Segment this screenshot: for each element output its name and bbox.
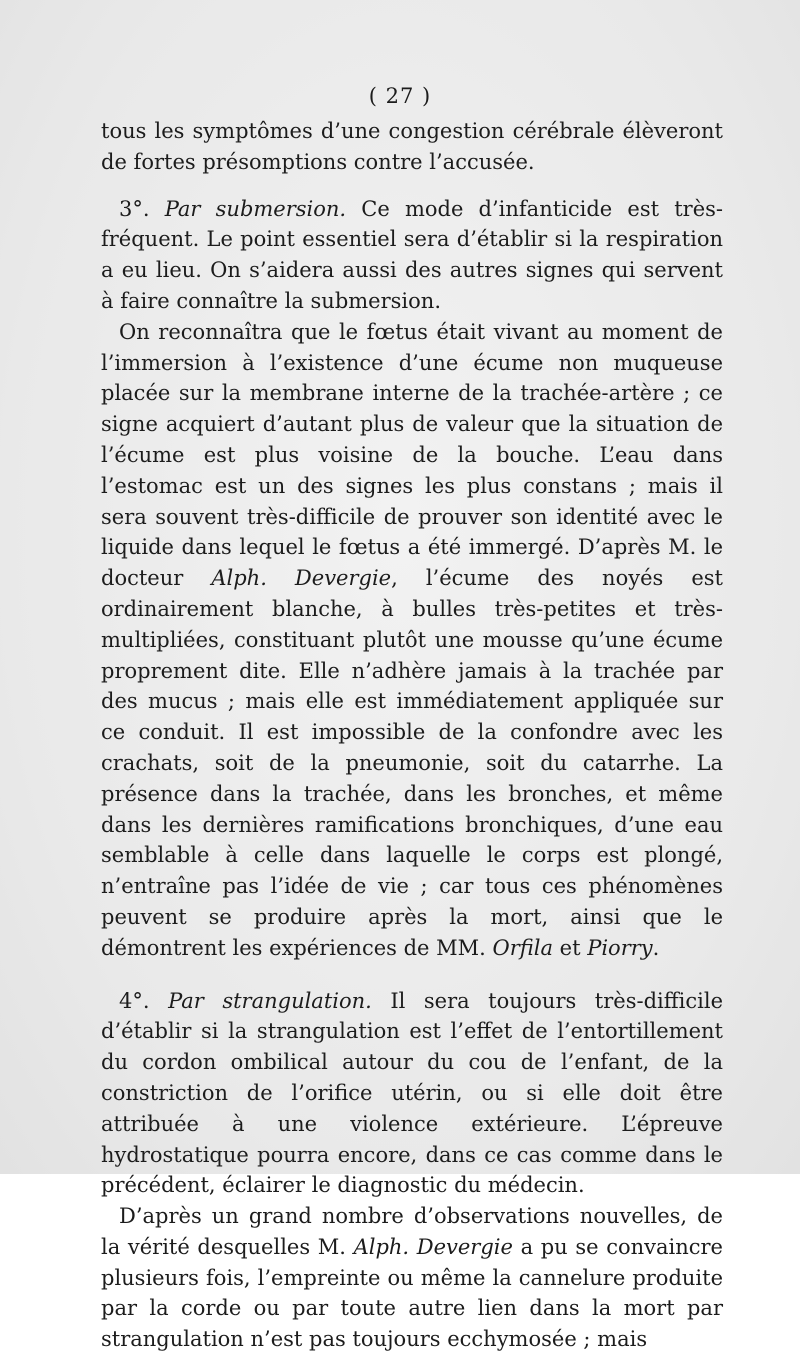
author-name: Piorry	[587, 935, 653, 960]
section-heading: Par submersion.	[164, 196, 347, 221]
paragraph-3-text-c: et	[552, 935, 588, 960]
paragraph-1	[101, 116, 723, 178]
paragraph-2-submersion	[101, 194, 723, 317]
paragraph-5	[101, 1201, 723, 1355]
paragraph-4-strangulation	[101, 986, 723, 1202]
paragraph-3-text-b: , l’écume des noyés est ordinairement blanche, à bulles très-petites et très-multipliées, constituant plutôt une mousse qu’une écume proprement dite. Elle n’adhère jamais à la trachée par des mucus ; mais elle est immédiatement appliquée sur ce conduit. Il est impossible de la confondre avec les crachats, soit de la pneumonie, soit du catarrhe. La présence dans la trachée, dans les bronches, et même dans les dernières ramifications bronchiques, d’une eau semblable à celle dans laquelle le corps est plongé, n’entraîne pas l’idée de vie ; car tous ces phénomènes peuvent se produire après la mort, ainsi que le démontrent les expériences de MM.	[101, 566, 723, 960]
paragraph-1-text: tous les symptômes d’une congestion cérébrale élèveront de fortes présomptions contre l’accusée.	[101, 119, 723, 174]
section-number: 4°.	[119, 988, 169, 1013]
paragraph-3-text-a: On reconnaîtra que le fœtus était vivant au moment de l’immersion à l’existence d’une écume non muqueuse placée sur la membrane interne de la trachée-artère ; ce signe acquiert d’autant plus de valeur que la situation de l’écume est plus voisine de la bouche. L’eau dans l’estomac est un des signes les plus constans ; mais il sera souvent très-difficile de prouver son identité avec le liquide dans lequel le fœtus a été immergé. D’après M. le docteur	[101, 319, 723, 591]
paragraph-3	[101, 317, 723, 964]
paragraph-5-text-a: D’après un grand nombre d’observations nouvelles, de la vérité desquelles M.	[101, 1204, 723, 1259]
body-text	[101, 116, 723, 1355]
author-name: Alph. Devergie	[211, 566, 392, 591]
page-number: ( 27 )	[368, 84, 432, 108]
paragraph-3-text-d: .	[652, 935, 660, 960]
section-number: 3°.	[119, 196, 165, 221]
author-name: Orfila	[492, 935, 553, 960]
paragraph-2-text: Ce mode d’infanticide est très-fréquent. Le point essentiel sera d’établir si la respiration a eu lieu. On s’aidera aussi des autres signes qui servent à faire connaître la submersion.	[101, 196, 723, 313]
paragraph-5-text-b: a pu se convaincre plusieurs fois, l’empreinte ou même la cannelure produite par la corde ou par toute autre lien dans la mort par strangulation n’est pas toujours ecchymosée ; mais	[101, 1234, 723, 1352]
section-heading: Par strangulation.	[168, 988, 372, 1013]
author-name: Alph. Devergie	[353, 1234, 513, 1259]
paragraph-4-text: Il sera toujours très-difficile d’établir si la strangulation est l’effet de l’entortillement du cordon ombilical autour du cou de l’enfant, de la constriction de l’orifice utérin, ou si elle doit être attribuée à une violence extérieure. L’épreuve hydrostatique pourra encore, dans ce cas comme dans le précédent, éclairer le diagnostic du médecin.	[101, 988, 723, 1198]
